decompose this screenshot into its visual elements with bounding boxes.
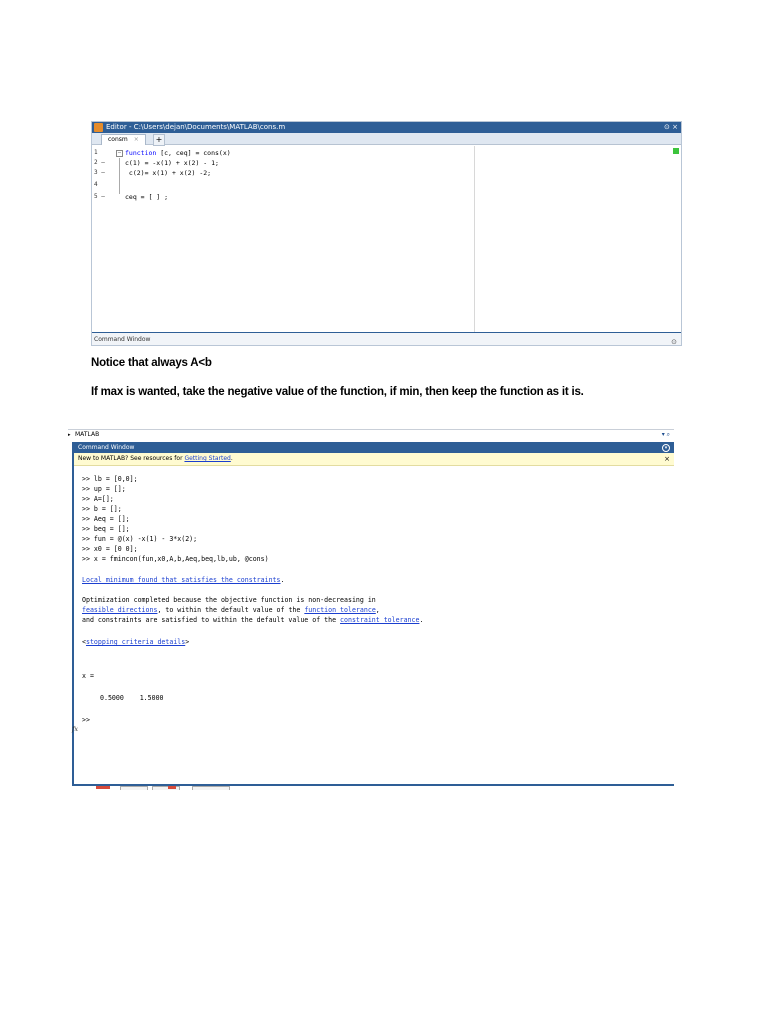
result-line (82, 575, 284, 585)
getting-started-banner (74, 453, 674, 466)
constraint-tolerance-link[interactable]: constraint tolerance (340, 616, 420, 624)
expand-icon[interactable]: ⊙ (671, 338, 677, 345)
code-keyword: function (125, 149, 157, 157)
banner-text: New to MATLAB? See resources for (78, 455, 185, 462)
stopping-criteria-link[interactable]: stopping criteria details (85, 638, 186, 646)
command-line: >> lb = [0,0]; (82, 475, 138, 483)
result-line: Optimization completed because the objective function is non-decreasing in (82, 596, 376, 604)
matlab-app-title: MATLAB (75, 431, 100, 438)
matlab-titlebar (68, 429, 674, 440)
code-line: c(2)= x(1) + x(2) -2; (125, 169, 212, 177)
command-window-label: Command Window (94, 336, 151, 343)
result-line (82, 637, 189, 647)
line-number: 3 – (94, 169, 105, 176)
result-comma: , (375, 606, 380, 614)
editor-titlebar (92, 122, 681, 133)
command-line: >> x0 = [0 0]; (82, 545, 138, 553)
line-number: 5 – (94, 193, 105, 200)
matlab-command-window-screenshot (68, 425, 674, 790)
tab-label: consm (108, 136, 128, 143)
result-line (82, 605, 380, 615)
command-line: >> A=[]; (82, 495, 114, 503)
panel-menu-icon[interactable]: ▾ (662, 444, 670, 452)
fold-bracket (119, 158, 120, 194)
function-browser-icon[interactable]: fx (72, 725, 79, 733)
result-text: , to within the default value of the (157, 606, 305, 614)
command-window-title: Command Window (78, 444, 135, 451)
feasible-directions-link[interactable]: feasible directions (82, 606, 158, 614)
result-period: . (419, 616, 424, 624)
code-text: [c, ceq] = cons(x) (156, 149, 231, 157)
code-area[interactable] (92, 146, 681, 334)
search-icon[interactable]: ▾ ⌕ (661, 431, 670, 438)
line-number: 1 (94, 149, 98, 156)
code-line (125, 148, 231, 158)
new-tab-button[interactable]: + (153, 134, 165, 146)
variable-name: x = (82, 672, 94, 680)
result-period: . (280, 576, 285, 584)
variable-values: 0.5000 1.5000 (100, 694, 164, 702)
command-line: >> beq = []; (82, 525, 130, 533)
local-minimum-link[interactable]: Local minimum found that satisfies the constraints (82, 576, 281, 584)
editor-window-controls[interactable]: ⊙ × (664, 123, 678, 131)
matlab-editor-screenshot (91, 121, 682, 346)
taskbar-strip (68, 786, 674, 790)
max-min-instruction-text: If max is wanted, take the negative value of the function, if min, then keep the function as it is. (91, 386, 584, 398)
bracket-close: > (185, 638, 190, 646)
tab-close-icon[interactable]: × (133, 136, 139, 143)
command-line: >> x = fmincon(fun,x0,A,b,Aeq,beq,lb,ub, @cons) (82, 555, 269, 563)
close-icon[interactable]: × (664, 455, 670, 463)
tab-consm[interactable] (101, 134, 146, 145)
bracket-open: < (82, 638, 86, 646)
code-line: c(1) = -x(1) + x(2) - 1; (125, 159, 219, 167)
code-analyzer-status-indicator[interactable] (673, 148, 679, 154)
line-number: 2 – (94, 159, 105, 166)
matlab-app-icon (94, 123, 103, 132)
command-line: >> up = []; (82, 485, 126, 493)
result-text: and constraints are satisfied to within the default value of the (82, 616, 341, 624)
result-line (82, 615, 423, 625)
banner-period: . (230, 455, 233, 462)
expand-arrow-icon[interactable]: ▸ (68, 432, 71, 438)
taskbar-item[interactable] (192, 786, 230, 790)
command-window-collapsed-bar[interactable] (92, 333, 681, 345)
getting-started-link[interactable]: Getting Started (184, 455, 231, 462)
command-line: >> b = []; (82, 505, 122, 513)
code-line: ceq = [ ] ; (125, 193, 169, 201)
command-prompt[interactable]: >> (82, 716, 90, 724)
taskbar-item[interactable] (96, 786, 110, 789)
editor-title: Editor - C:\Users\dejan\Documents\MATLAB\cons.m (106, 123, 286, 131)
fold-toggle-icon[interactable]: − (117, 150, 122, 156)
notice-text: Notice that always A<b (91, 357, 212, 369)
command-line: >> Aeq = []; (82, 515, 130, 523)
taskbar-item[interactable] (120, 786, 148, 790)
function-tolerance-link[interactable]: function tolerance (304, 606, 376, 614)
line-number: 4 (94, 181, 98, 188)
taskbar-item[interactable] (168, 786, 176, 789)
command-line: >> fun = @(x) -x(1) - 3*x(2); (82, 535, 198, 543)
editor-tabstrip (92, 133, 681, 145)
command-window-header (74, 442, 674, 453)
right-margin-line (474, 146, 475, 332)
